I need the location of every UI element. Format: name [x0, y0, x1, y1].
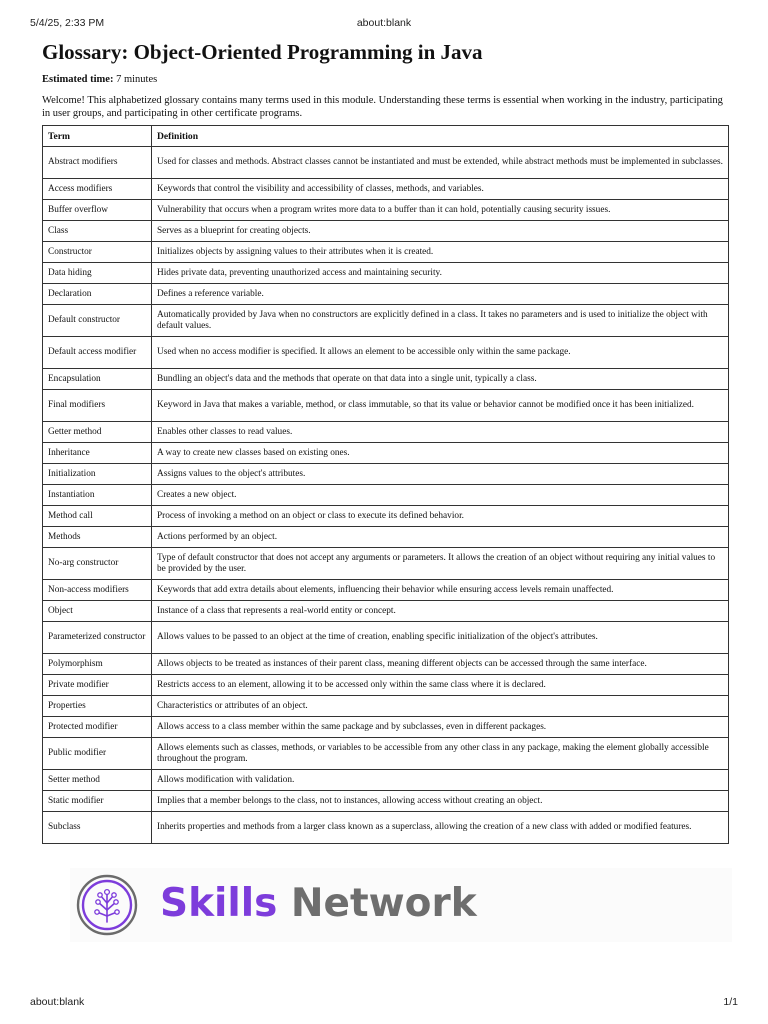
term-cell: Final modifiers [43, 390, 152, 422]
definition-cell: Used for classes and methods. Abstract classes cannot be instantiated and must be extended, while abstract methods must be implemented in subclasses. [152, 147, 729, 179]
table-row [43, 179, 729, 200]
table-row [43, 527, 729, 548]
logo-word-skills: Skills [160, 881, 278, 926]
definition-cell: Assigns values to the object's attributes. [152, 464, 729, 485]
intro-paragraph: Welcome! This alphabetized glossary contains many terms used in this module. Understanding these terms is essential when working in the industry, participating in user groups, and participating in other certificate programs. [42, 95, 723, 119]
definition-cell: Bundling an object's data and the methods that operate on that data into a single unit, typically a class. [152, 369, 729, 390]
term-cell: Object [43, 601, 152, 622]
definition-cell: Used when no access modifier is specified. It allows an element to be accessible only within the same package. [152, 337, 729, 369]
definition-cell: Type of default constructor that does not accept any arguments or parameters. It allows the creation of an object without requiring any initial values to be provided by the user. [152, 548, 729, 580]
print-datetime: 5/4/25, 2:33 PM [30, 17, 105, 29]
term-cell: Inheritance [43, 443, 152, 464]
term-cell: Setter method [43, 770, 152, 791]
table-row [43, 443, 729, 464]
definition-cell: Actions performed by an object. [152, 527, 729, 548]
print-footer [30, 996, 738, 1010]
table-row [43, 506, 729, 527]
table-row [43, 337, 729, 369]
definition-cell: Enables other classes to read values. [152, 422, 729, 443]
term-cell: Public modifier [43, 738, 152, 770]
header-definition: Definition [152, 126, 729, 147]
term-cell: Static modifier [43, 791, 152, 812]
definition-cell: A way to create new classes based on existing ones. [152, 443, 729, 464]
term-cell: Private modifier [43, 675, 152, 696]
term-cell: Default constructor [43, 305, 152, 337]
print-header [30, 17, 738, 31]
estimated-time-value: 7 minutes [113, 74, 158, 85]
term-cell: Methods [43, 527, 152, 548]
term-cell: Protected modifier [43, 717, 152, 738]
definition-cell: Allows objects to be treated as instances of their parent class, meaning different objects can be accessed through the same interface. [152, 654, 729, 675]
definition-cell: Automatically provided by Java when no constructors are explicitly defined in a class. It takes no parameters and is used to initialize the object with default values. [152, 305, 729, 337]
table-row [43, 200, 729, 221]
table-row [43, 284, 729, 305]
definition-cell: Defines a reference variable. [152, 284, 729, 305]
glossary-table [42, 125, 729, 844]
term-cell: Encapsulation [43, 369, 152, 390]
table-row [43, 738, 729, 770]
table-row [43, 601, 729, 622]
term-cell: Parameterized constructor [43, 622, 152, 654]
logo-wordmark [160, 878, 477, 930]
table-row [43, 770, 729, 791]
print-page-count: 1/1 [723, 996, 738, 1008]
page-title: Glossary: Object-Oriented Programming in Java [42, 40, 483, 64]
skills-network-tree-icon [76, 874, 138, 936]
definition-cell: Creates a new object. [152, 485, 729, 506]
term-cell: Properties [43, 696, 152, 717]
definition-cell: Implies that a member belongs to the class, not to instances, allowing access without creating an object. [152, 791, 729, 812]
table-row [43, 485, 729, 506]
estimated-time [42, 73, 729, 86]
header-term: Term [43, 126, 152, 147]
table-row [43, 791, 729, 812]
skills-network-logo [70, 868, 732, 942]
term-cell: Subclass [43, 812, 152, 844]
term-cell: Method call [43, 506, 152, 527]
table-row [43, 580, 729, 601]
table-row [43, 221, 729, 242]
term-cell: Declaration [43, 284, 152, 305]
definition-cell: Inherits properties and methods from a larger class known as a superclass, allowing the creation of a new class with added or modified features. [152, 812, 729, 844]
definition-cell: Hides private data, preventing unauthorized access and maintaining security. [152, 263, 729, 284]
definition-cell: Keywords that add extra details about elements, influencing their behavior while ensuring access levels remain unaffected. [152, 580, 729, 601]
definition-cell: Vulnerability that occurs when a program writes more data to a buffer than it can hold, potentially causing security issues. [152, 200, 729, 221]
table-row [43, 717, 729, 738]
print-footer-url: about:blank [30, 996, 85, 1008]
table-row [43, 548, 729, 580]
table-header-row [43, 126, 729, 147]
table-row [43, 422, 729, 443]
definition-cell: Instance of a class that represents a real-world entity or concept. [152, 601, 729, 622]
definition-cell: Keywords that control the visibility and accessibility of classes, methods, and variables. [152, 179, 729, 200]
definition-cell: Allows modification with validation. [152, 770, 729, 791]
table-row [43, 147, 729, 179]
term-cell: Instantiation [43, 485, 152, 506]
table-row [43, 622, 729, 654]
term-cell: Polymorphism [43, 654, 152, 675]
term-cell: Initialization [43, 464, 152, 485]
term-cell: Access modifiers [43, 179, 152, 200]
term-cell: Getter method [43, 422, 152, 443]
logo-word-network: Network [277, 881, 477, 926]
term-cell: No-arg constructor [43, 548, 152, 580]
term-cell: Class [43, 221, 152, 242]
table-row [43, 675, 729, 696]
table-row [43, 305, 729, 337]
definition-cell: Characteristics or attributes of an object. [152, 696, 729, 717]
document-body [42, 40, 729, 844]
table-row [43, 390, 729, 422]
print-page-title: about:blank [356, 17, 412, 29]
term-cell: Non-access modifiers [43, 580, 152, 601]
table-row [43, 654, 729, 675]
definition-cell: Keyword in Java that makes a variable, method, or class immutable, so that its value or behavior cannot be modified once it has been initialized. [152, 390, 729, 422]
term-cell: Buffer overflow [43, 200, 152, 221]
table-row [43, 812, 729, 844]
term-cell: Constructor [43, 242, 152, 263]
definition-cell: Initializes objects by assigning values to their attributes when it is created. [152, 242, 729, 263]
term-cell: Default access modifier [43, 337, 152, 369]
table-row [43, 263, 729, 284]
table-row [43, 369, 729, 390]
term-cell: Abstract modifiers [43, 147, 152, 179]
definition-cell: Restricts access to an element, allowing it to be accessed only within the same class where it is declared. [152, 675, 729, 696]
estimated-time-label: Estimated time: [42, 74, 114, 85]
term-cell: Data hiding [43, 263, 152, 284]
glossary-body [43, 147, 729, 844]
definition-cell: Allows elements such as classes, methods, or variables to be accessible from any other class in any package, making the element globally accessible throughout the program. [152, 738, 729, 770]
table-row [43, 464, 729, 485]
definition-cell: Serves as a blueprint for creating objects. [152, 221, 729, 242]
table-row [43, 242, 729, 263]
definition-cell: Allows values to be passed to an object at the time of creation, enabling specific initialization of the object's attributes. [152, 622, 729, 654]
table-row [43, 696, 729, 717]
definition-cell: Process of invoking a method on an object or class to execute its defined behavior. [152, 506, 729, 527]
definition-cell: Allows access to a class member within the same package and by subclasses, even in different packages. [152, 717, 729, 738]
